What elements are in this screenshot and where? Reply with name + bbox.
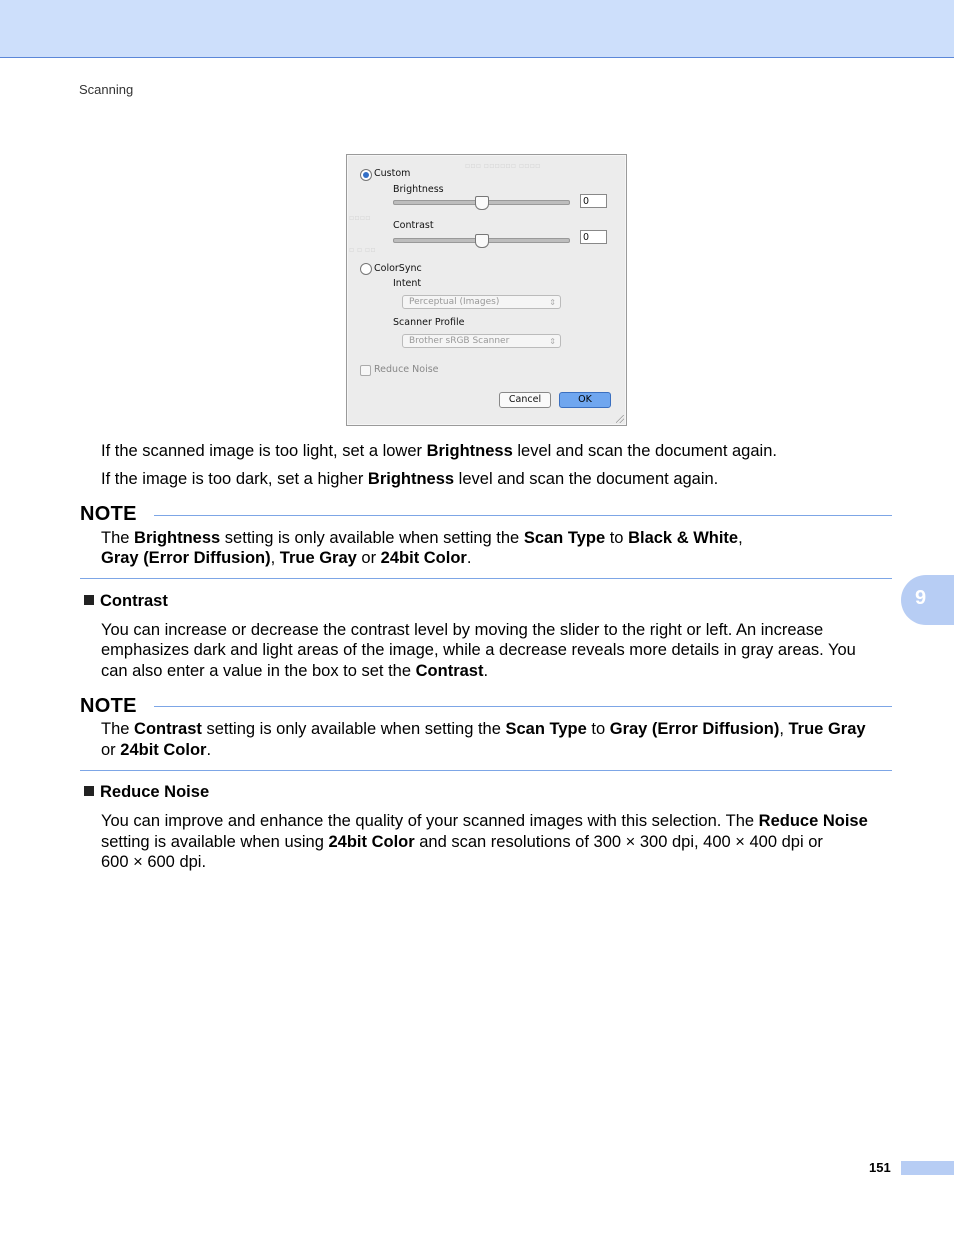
updown-arrows-icon: ⇕	[549, 337, 556, 346]
text: ,	[779, 720, 789, 738]
text: setting is available when using	[101, 833, 329, 851]
intent-label: Intent	[393, 278, 422, 289]
background-ghost-text: ▫▫▫ ▫▫▫▫▫▫ ▫▫▫▫	[465, 161, 541, 170]
reduce-noise-heading	[84, 783, 209, 802]
background-ghost-text: ▫▫▫▫	[349, 213, 371, 222]
text: can also enter a value in the box to set the	[101, 662, 416, 680]
contrast-line2: emphasizes dark and light areas of the image, while a decrease reveals more details in gray areas. You	[101, 641, 856, 659]
text: or	[356, 549, 381, 567]
text: If the scanned image is too light, set a lower	[101, 442, 427, 460]
scanner-profile-value: Brother sRGB Scanner	[409, 336, 510, 346]
bold-text: Brightness	[426, 442, 513, 460]
note-end-rule	[80, 578, 892, 579]
text: The	[101, 529, 135, 547]
contrast-line1: You can increase or decrease the contrast level by moving the slider to the right or left. An increase	[101, 621, 824, 639]
custom-radio[interactable]	[360, 169, 372, 181]
scanner-profile-label: Scanner Profile	[393, 317, 465, 328]
note-rule	[154, 706, 892, 707]
chapter-number: 9	[915, 587, 927, 609]
background-ghost-text: ▫ ▫ ▫▫	[349, 245, 376, 254]
note-heading: NOTE	[80, 695, 137, 717]
text: or	[101, 741, 121, 759]
paragraph-too-light	[101, 441, 777, 462]
page-number-bar	[901, 1161, 954, 1175]
bold-text: Contrast	[415, 662, 484, 680]
note-rule	[154, 515, 892, 516]
text: ,	[270, 549, 280, 567]
text: level and scan the document again.	[454, 470, 719, 488]
bold-text: Gray (Error Diffusion)	[609, 720, 780, 738]
heading-text: Contrast	[100, 592, 168, 610]
ok-button[interactable]: OK	[559, 392, 611, 408]
bold-text: 24bit Color	[120, 741, 207, 759]
text: .	[483, 662, 489, 680]
bold-text: Reduce Noise	[758, 812, 868, 830]
text: If the image is too dark, set a higher	[101, 470, 368, 488]
text: and scan resolutions of 300 × 300 dpi, 400 × 400 dpi or	[414, 833, 823, 851]
contrast-line3	[101, 661, 488, 682]
contrast-heading	[84, 592, 168, 611]
colorsync-label: ColorSync	[374, 263, 422, 274]
text: .	[206, 741, 212, 759]
page-number: 151	[869, 1160, 891, 1175]
brightness-value-field[interactable]: 0	[580, 194, 607, 208]
bold-text: Scan Type	[523, 529, 606, 547]
heading-text: Reduce Noise	[100, 783, 210, 801]
note-end-rule	[80, 770, 892, 771]
reduce-noise-checkbox[interactable]	[360, 365, 371, 376]
bold-text: Gray (Error Diffusion)	[101, 549, 271, 567]
chapter-tab	[901, 575, 954, 625]
text: setting is only available when setting the	[201, 720, 506, 738]
note-heading: NOTE	[80, 503, 137, 525]
cancel-button[interactable]: Cancel	[499, 392, 551, 408]
note2-line2	[101, 740, 211, 761]
brightness-label: Brightness	[393, 184, 444, 195]
note2-line1	[101, 719, 866, 740]
contrast-value-field[interactable]: 0	[580, 230, 607, 244]
updown-arrows-icon: ⇕	[549, 298, 556, 307]
noise-line2	[101, 832, 823, 853]
intent-value: Perceptual (Images)	[409, 297, 500, 307]
square-bullet-icon	[84, 786, 94, 796]
contrast-slider-thumb[interactable]	[475, 234, 489, 248]
bold-text: Brightness	[134, 529, 221, 547]
bold-text: Black & White	[628, 529, 739, 547]
bold-text: Contrast	[134, 720, 202, 738]
noise-line3: 600 × 600 dpi.	[101, 853, 207, 871]
text: to	[605, 529, 629, 547]
text: setting is only available when setting the	[220, 529, 524, 547]
note1-line1	[101, 528, 743, 549]
scanner-profile-popup[interactable]	[402, 334, 561, 348]
bold-text: True Gray	[788, 720, 866, 738]
bold-text: 24bit Color	[328, 833, 415, 851]
bold-text: True Gray	[279, 549, 357, 567]
bold-text: 24bit Color	[380, 549, 467, 567]
paragraph-too-dark	[101, 469, 718, 490]
resize-grip-icon[interactable]	[616, 415, 624, 423]
text: ,	[738, 529, 743, 547]
text: You can improve and enhance the quality of your scanned images with this selection. The	[101, 812, 759, 830]
noise-line1	[101, 811, 868, 832]
text: level and scan the document again.	[512, 442, 777, 460]
header-band	[0, 0, 954, 58]
bold-text: Brightness	[367, 470, 455, 488]
contrast-label: Contrast	[393, 220, 434, 231]
text: to	[586, 720, 610, 738]
custom-label: Custom	[374, 168, 411, 179]
intent-popup[interactable]	[402, 295, 561, 309]
colorsync-radio[interactable]	[360, 263, 372, 275]
text: The	[101, 720, 135, 738]
scanner-settings-dialog	[346, 154, 627, 426]
note1-line2	[101, 548, 471, 569]
square-bullet-icon	[84, 595, 94, 605]
running-header: Scanning	[79, 82, 134, 97]
brightness-slider-thumb[interactable]	[475, 196, 489, 210]
text: .	[466, 549, 472, 567]
bold-text: Scan Type	[505, 720, 587, 738]
reduce-noise-label: Reduce Noise	[374, 364, 439, 375]
